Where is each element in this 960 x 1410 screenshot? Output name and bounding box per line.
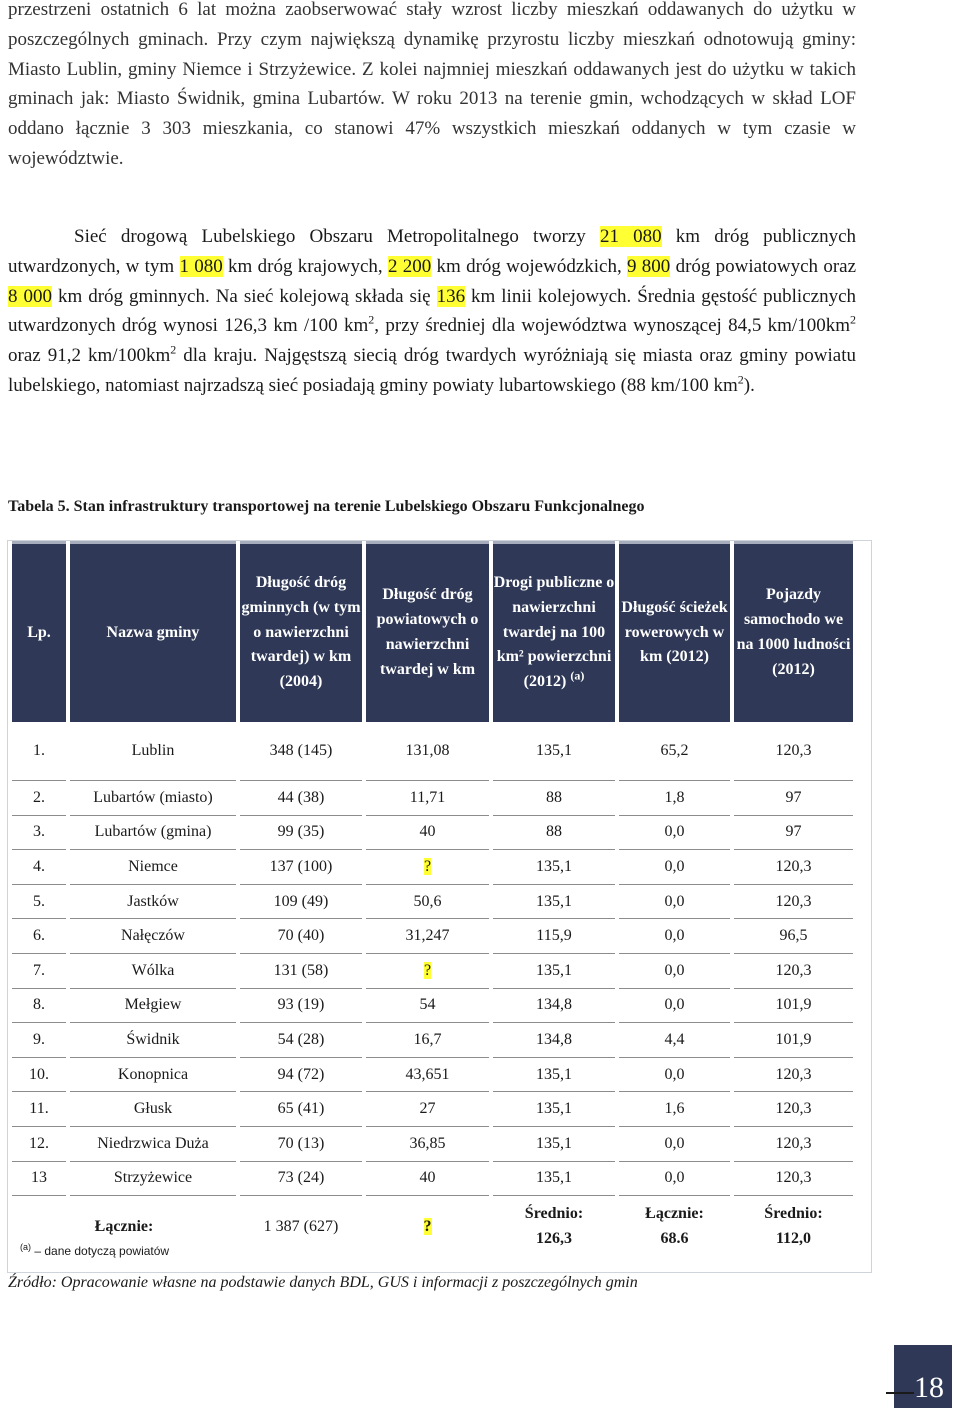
cell-commune-roads: 70 (40) [240,919,362,954]
cell-road-density: 135,1 [493,1127,615,1162]
header-bike-paths: Długość ścieżek rowerowych w km (2012) [619,541,730,722]
totals-commune-roads-text: 1 387 (627) [263,1217,339,1235]
cell-commune-roads: 137 (100) [240,850,362,885]
table-row [12,1092,853,1127]
cell-cars: 97 [734,816,853,851]
cell-road-density: 88 [493,816,615,851]
cell-commune: Lubartów (miasto) [70,781,236,816]
cell-cars: 120,3 [734,850,853,885]
highlight-commune-roads: 8 000 [8,285,52,307]
cell-lp: 10. [12,1058,66,1093]
table-container [7,540,872,1273]
cell-lp: 12. [12,1127,66,1162]
intro-paragraph: przestrzeni ostatnich 6 lat można zaobserwować stały wzrost liczby mieszkań oddawanych do użytku w poszczególnych gminach. Przy czym największą dynamikę przyrostu liczby mieszkań odnotowują gminy: Miasto Lublin, gminy Niemce i Strzyżewice. Z kolei najmniej mieszkań oddawanych jest do użytku w takich gminach jak: Miasto Świdnik, gmina Lubartów. W roku 2013 na terenie gmin, wchodzących w skład LOF oddano łącznie 3 303 mieszkania, co stanowi 47% wszystkich mieszkań oddanych w tym czasie w województwie. [8,0,856,169]
cell-lp: 6. [12,919,66,954]
cell-county-roads: 40 [366,1162,489,1197]
cell-county-roads [366,850,489,885]
header-commune-roads: Długość dróg gminnych (w tym o nawierzchni twardej) w km (2004) [240,541,362,722]
cell-county-roads: 16,7 [366,1023,489,1058]
cell-commune-roads: 54 (28) [240,1023,362,1058]
totals-bike-paths-text: 68.6 [660,1230,689,1248]
unknown-value-marker: ? [423,961,432,979]
cell-lp: 3. [12,816,66,851]
cell-county-roads: 54 [366,989,489,1024]
cell-bike-paths: 0,0 [619,919,730,954]
cell-road-density: 135,1 [493,722,615,781]
cell-cars: 120,3 [734,1162,853,1197]
cell-road-density: 135,1 [493,850,615,885]
cell-commune: Lublin [70,722,236,781]
cell-commune: Wólka [70,954,236,989]
page-number-rule [886,1392,914,1394]
cell-bike-paths: 65,2 [619,722,730,781]
unknown-value-marker: ? [423,857,432,875]
cell-county-roads: 11,71 [366,781,489,816]
highlight-railway: 136 [436,285,466,307]
source-note: Źródło: Opracowanie własne na podstawie danych BDL, GUS i informacji z poszczególnych gmin [8,1274,638,1291]
highlight-total-roads: 21 080 [599,226,662,247]
table-row [12,954,853,989]
table-caption: Tabela 5. Stan infrastruktury transportowej na terenie Lubelskiego Obszaru Funkcjonalnego [8,498,645,515]
cell-commune: Mełgiew [70,989,236,1024]
cell-bike-paths: 1,8 [619,781,730,816]
transport-infrastructure-table [8,541,857,1256]
cell-commune-roads: 93 (19) [240,989,362,1024]
cell-commune: Strzyżewice [70,1162,236,1197]
totals-county-roads [366,1196,489,1256]
totals-cars-text: Średnio: [764,1205,823,1223]
cell-road-density: 134,8 [493,1023,615,1058]
cell-county-roads: 131,08 [366,722,489,781]
table-row [12,885,853,920]
cell-commune: Nałęczów [70,919,236,954]
cell-county-roads: 43,651 [366,1058,489,1093]
cell-commune-roads: 109 (49) [240,885,362,920]
cell-county-roads [366,954,489,989]
totals-county-roads-text: ? [423,1217,432,1235]
page-number: 18 [914,1371,944,1404]
cell-cars: 101,9 [734,989,853,1024]
header-commune-name: Nazwa gminy [70,541,236,722]
cell-road-density: 135,1 [493,954,615,989]
table-row [12,781,853,816]
table-row [12,1127,853,1162]
cell-lp: 7. [12,954,66,989]
cell-bike-paths: 0,0 [619,1162,730,1197]
cell-cars: 120,3 [734,1092,853,1127]
cell-bike-paths: 0,0 [619,850,730,885]
road-network-paragraph: Sieć drogową Lubelskiego Obszaru Metropolitalnego tworzy 21 080 km dróg publicznych utwardzonych, w tym 1 080 km dróg krajowych, 2 200 km dróg wojewódzkich, 9 800 dróg powiatowych oraz 8 000 km dróg gminnych. Na sieć kolejową składa się 136 km linii kolejowych. Średnia gęstość publicznych utwardzonych dróg wynosi 126,3 km /100 $km^2$, przy średniej dla województwa wynoszącej 84,5 $km/100km^2$ oraz 91,2 $km/100km^2$ dla kraju. Najgęstszą siecią dróg twardych wyróżniają się miasta oraz gminy powiatu lubelskiego, natomiast najrzadszą sieć posiadają gminy powiaty lubartowskiego (88 km/100 $km^2$). [8,226,857,396]
table-row [12,919,853,954]
cell-road-density: 135,1 [493,885,615,920]
cell-county-roads: 27 [366,1092,489,1127]
totals-cars-text: 112,0 [775,1230,812,1248]
table-row [12,1162,853,1197]
cell-road-density: 135,1 [493,1162,615,1197]
table-footnote: $^{(a)}$ – dane dotyczą powiatów [20,1242,170,1258]
header-cars: Pojazdy samochodo we na 1000 ludności (2012) [734,541,853,722]
cell-county-roads: 50,6 [366,885,489,920]
table-row [12,1023,853,1058]
page-number-box [894,1345,952,1408]
cell-lp: 13 [12,1162,66,1197]
cell-road-density: 134,8 [493,989,615,1024]
totals-commune-roads [240,1196,362,1256]
cell-cars: 120,3 [734,885,853,920]
totals-road-density-text: Średnio: [524,1205,584,1223]
cell-commune-roads: 65 (41) [240,1092,362,1127]
cell-commune-roads: 73 (24) [240,1162,362,1197]
table-row [12,816,853,851]
table-row [12,722,853,781]
cell-road-density: 115,9 [493,919,615,954]
header-road-density: Drogi publiczne o nawierzchni twardej na 100 km² powierzchni (2012) $^{(a)}$ [493,541,615,722]
cell-lp: 9. [12,1023,66,1058]
cell-cars: 97 [734,781,853,816]
totals-bike-paths-text: Łącznie: [645,1205,704,1223]
cell-county-roads: 36,85 [366,1127,489,1162]
cell-county-roads: 40 [366,816,489,851]
cell-lp: 2. [12,781,66,816]
cell-lp: 11. [12,1092,66,1127]
cell-bike-paths: 0,0 [619,885,730,920]
cell-commune-roads: 70 (13) [240,1127,362,1162]
cell-cars: 120,3 [734,1058,853,1093]
totals-label-text: Łącznie: [94,1217,154,1235]
cell-county-roads: 31,247 [366,919,489,954]
highlight-national-roads: 1 080 [179,255,223,277]
cell-bike-paths: 0,0 [619,989,730,1024]
cell-commune-roads: 131 (58) [240,954,362,989]
table-row [12,989,853,1024]
header-lp: Lp. [12,541,66,722]
cell-commune-roads: 44 (38) [240,781,362,816]
cell-cars: 120,3 [734,954,853,989]
totals-cars [734,1196,853,1256]
cell-bike-paths: 0,0 [619,954,730,989]
cell-commune: Głusk [70,1092,236,1127]
cell-bike-paths: 0,0 [619,816,730,851]
totals-road-density [493,1196,615,1256]
totals-bike-paths [619,1196,730,1256]
table-row [12,1058,853,1093]
cell-cars: 101,9 [734,1023,853,1058]
cell-commune: Jastków [70,885,236,920]
cell-commune: Lubartów (gmina) [70,816,236,851]
totals-road-density-text: 126,3 [536,1230,572,1248]
cell-lp: 4. [12,850,66,885]
cell-commune: Niemce [70,850,236,885]
cell-commune: Konopnica [70,1058,236,1093]
highlight-voivodeship-roads: 2 200 [387,255,432,277]
cell-cars: 120,3 [734,1127,853,1162]
table-row [12,850,853,885]
cell-commune: Świdnik [70,1023,236,1058]
cell-bike-paths: 4,4 [619,1023,730,1058]
cell-commune-roads: 94 (72) [240,1058,362,1093]
cell-cars: 96,5 [734,919,853,954]
cell-road-density: 88 [493,781,615,816]
cell-road-density: 135,1 [493,1092,615,1127]
cell-bike-paths: 0,0 [619,1058,730,1093]
cell-lp: 5. [12,885,66,920]
cell-bike-paths: 1,6 [619,1092,730,1127]
cell-road-density: 135,1 [493,1058,615,1093]
header-county-roads: Długość dróg powiatowych o nawierzchni twardej w km [366,541,489,722]
cell-commune-roads: 348 (145) [240,722,362,781]
cell-commune-roads: 99 (35) [240,816,362,851]
cell-bike-paths: 0,0 [619,1127,730,1162]
cell-lp: 1. [12,722,66,781]
table-header-row [12,541,853,722]
cell-cars: 120,3 [734,722,853,781]
table-body [12,722,853,1256]
highlight-county-roads: 9 800 [627,255,671,277]
cell-commune: Niedrzwica Duża [70,1127,236,1162]
cell-lp: 8. [12,989,66,1024]
